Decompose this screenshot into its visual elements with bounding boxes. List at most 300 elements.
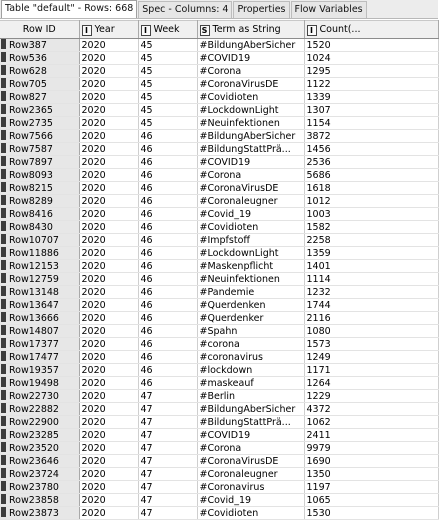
row-id-cell[interactable]: [0, 299, 79, 312]
row-id-label: Row8215: [9, 183, 53, 194]
row-marker-icon: [1, 169, 6, 179]
cell-week[interactable]: 45: [138, 65, 197, 78]
row-marker-icon: [1, 234, 6, 244]
row-id-label: Row8416: [9, 209, 53, 220]
cell-term[interactable]: #Covidioten: [197, 91, 304, 104]
row-id-cell[interactable]: [0, 390, 79, 403]
row-marker-icon: [1, 286, 6, 296]
cell-count[interactable]: 1024: [304, 52, 438, 65]
cell-term[interactable]: #BildungStattPrä...: [197, 416, 304, 429]
row-id-cell[interactable]: [0, 377, 79, 390]
row-id-cell[interactable]: [0, 143, 79, 156]
row-id-label: Row2735: [9, 118, 53, 129]
cell-year[interactable]: 2020: [79, 78, 138, 91]
table-row[interactable]: [0, 39, 438, 52]
cell-count[interactable]: 5686: [304, 169, 438, 182]
row-marker-icon: [1, 390, 6, 400]
tab-2[interactable]: Properties: [233, 1, 289, 18]
cell-year[interactable]: 2020: [79, 416, 138, 429]
cell-week[interactable]: 47: [138, 481, 197, 494]
cell-week[interactable]: 47: [138, 403, 197, 416]
row-id-cell[interactable]: [0, 338, 79, 351]
row-id-label: Row2365: [9, 105, 53, 116]
cell-count[interactable]: 1003: [304, 208, 438, 221]
cell-term[interactable]: #Corona: [197, 169, 304, 182]
cell-year[interactable]: 2020: [79, 364, 138, 377]
table-row[interactable]: [0, 156, 438, 169]
cell-week[interactable]: 46: [138, 312, 197, 325]
row-id-cell[interactable]: [0, 468, 79, 481]
row-marker-icon: [1, 468, 6, 478]
cell-term[interactable]: #coronavirus: [197, 351, 304, 364]
cell-term[interactable]: #Pandemie: [197, 286, 304, 299]
cell-year[interactable]: 2020: [79, 468, 138, 481]
cell-term[interactable]: #Querdenker: [197, 312, 304, 325]
table-row[interactable]: [0, 494, 438, 507]
cell-week[interactable]: 47: [138, 416, 197, 429]
cell-year[interactable]: 2020: [79, 247, 138, 260]
cell-year[interactable]: 2020: [79, 130, 138, 143]
cell-count[interactable]: 1065: [304, 494, 438, 507]
table-row[interactable]: [0, 182, 438, 195]
cell-week[interactable]: 46: [138, 130, 197, 143]
cell-week[interactable]: 46: [138, 273, 197, 286]
row-id-cell[interactable]: [0, 351, 79, 364]
cell-count[interactable]: 1307: [304, 104, 438, 117]
cell-week[interactable]: 46: [138, 221, 197, 234]
table-row[interactable]: [0, 117, 438, 130]
cell-year[interactable]: 2020: [79, 182, 138, 195]
row-marker-icon: [1, 507, 6, 517]
cell-term[interactable]: #corona: [197, 338, 304, 351]
cell-term[interactable]: #LockdownLight: [197, 247, 304, 260]
cell-count[interactable]: 1154: [304, 117, 438, 130]
table-row[interactable]: [0, 234, 438, 247]
table-row[interactable]: [0, 78, 438, 91]
row-marker-icon: [1, 130, 6, 140]
cell-week[interactable]: 47: [138, 442, 197, 455]
row-id-label: Row14807: [9, 326, 59, 337]
cell-week[interactable]: 45: [138, 39, 197, 52]
cell-count[interactable]: 2258: [304, 234, 438, 247]
data-table-view[interactable]: [0, 20, 438, 519]
table-row[interactable]: [0, 325, 438, 338]
column-header-rowid[interactable]: [0, 21, 79, 39]
cell-count[interactable]: 1359: [304, 247, 438, 260]
cell-week[interactable]: 46: [138, 325, 197, 338]
row-id-cell[interactable]: [0, 156, 79, 169]
cell-year[interactable]: 2020: [79, 429, 138, 442]
cell-year[interactable]: 2020: [79, 351, 138, 364]
row-marker-icon: [1, 494, 6, 504]
cell-term[interactable]: #maskeauf: [197, 377, 304, 390]
row-marker-icon: [1, 429, 6, 439]
column-header-label: Term as String: [212, 23, 281, 35]
cell-year[interactable]: 2020: [79, 481, 138, 494]
cell-week[interactable]: 47: [138, 507, 197, 520]
cell-term[interactable]: #CoronaVirusDE: [197, 182, 304, 195]
cell-year[interactable]: 2020: [79, 104, 138, 117]
cell-year[interactable]: 2020: [79, 234, 138, 247]
row-marker-icon: [1, 208, 6, 218]
cell-count[interactable]: 1232: [304, 286, 438, 299]
cell-term[interactable]: #CoronaVirusDE: [197, 78, 304, 91]
cell-term[interactable]: #Spahn: [197, 325, 304, 338]
cell-term[interactable]: #LockdownLight: [197, 104, 304, 117]
cell-term[interactable]: #lockdown: [197, 364, 304, 377]
table-row[interactable]: [0, 403, 438, 416]
tab-0[interactable]: Table "default" - Rows: 668: [1, 0, 137, 18]
row-id-label: Row22882: [9, 404, 59, 415]
cell-year[interactable]: 2020: [79, 221, 138, 234]
cell-term[interactable]: #Covidioten: [197, 221, 304, 234]
cell-count[interactable]: 1339: [304, 91, 438, 104]
column-header-week[interactable]: [138, 21, 197, 39]
cell-year[interactable]: 2020: [79, 260, 138, 273]
cell-week[interactable]: 46: [138, 260, 197, 273]
cell-count[interactable]: 1618: [304, 182, 438, 195]
row-marker-icon: [1, 78, 6, 88]
cell-term[interactable]: #Covidioten: [197, 507, 304, 520]
column-header-label: Week: [153, 23, 180, 35]
row-id-label: Row23285: [9, 430, 59, 441]
row-id-cell[interactable]: [0, 78, 79, 91]
cell-year[interactable]: 2020: [79, 208, 138, 221]
cell-count[interactable]: 4372: [304, 403, 438, 416]
row-id-cell[interactable]: [0, 442, 79, 455]
row-id-cell[interactable]: [0, 260, 79, 273]
cell-week[interactable]: 46: [138, 169, 197, 182]
cell-count[interactable]: 1249: [304, 351, 438, 364]
cell-week[interactable]: 47: [138, 390, 197, 403]
row-id-cell[interactable]: [0, 494, 79, 507]
cell-count[interactable]: 1456: [304, 143, 438, 156]
cell-term[interactable]: #BildungStattPrä...: [197, 143, 304, 156]
cell-week[interactable]: 47: [138, 468, 197, 481]
row-id-label: Row13148: [9, 287, 59, 298]
cell-count[interactable]: 1744: [304, 299, 438, 312]
cell-year[interactable]: 2020: [79, 39, 138, 52]
row-id-cell[interactable]: [0, 91, 79, 104]
column-header-term[interactable]: [197, 21, 304, 39]
row-marker-icon: [1, 52, 6, 62]
row-id-cell[interactable]: [0, 234, 79, 247]
row-id-cell[interactable]: [0, 325, 79, 338]
row-id-label: Row8430: [9, 222, 53, 233]
cell-year[interactable]: 2020: [79, 403, 138, 416]
table-row[interactable]: [0, 104, 438, 117]
cell-week[interactable]: 46: [138, 182, 197, 195]
cell-year[interactable]: 2020: [79, 169, 138, 182]
cell-count[interactable]: 1520: [304, 39, 438, 52]
table-row[interactable]: [0, 390, 438, 403]
row-marker-icon: [1, 143, 6, 153]
row-id-cell[interactable]: [0, 182, 79, 195]
row-id-label: Row23646: [9, 456, 59, 467]
row-marker-icon: [1, 221, 6, 231]
table-row[interactable]: [0, 377, 438, 390]
column-header-year[interactable]: [79, 21, 138, 39]
row-marker-icon: [1, 442, 6, 452]
cell-term[interactable]: #Corona: [197, 65, 304, 78]
table-row[interactable]: [0, 455, 438, 468]
row-id-label: Row11886: [9, 248, 59, 259]
cell-week[interactable]: 47: [138, 455, 197, 468]
cell-count[interactable]: 2116: [304, 312, 438, 325]
table-row[interactable]: [0, 208, 438, 221]
column-type-icon: I: [141, 25, 151, 36]
row-id-cell[interactable]: [0, 507, 79, 520]
row-id-cell[interactable]: [0, 312, 79, 325]
cell-term[interactable]: #COVID19: [197, 52, 304, 65]
column-header-count[interactable]: [304, 21, 438, 39]
cell-week[interactable]: 46: [138, 143, 197, 156]
cell-week[interactable]: 46: [138, 377, 197, 390]
column-type-icon: S: [200, 25, 210, 36]
cell-term[interactable]: #BildungAberSicher: [197, 403, 304, 416]
cell-year[interactable]: 2020: [79, 455, 138, 468]
row-id-label: Row23520: [9, 443, 59, 454]
column-type-icon: I: [82, 25, 92, 36]
cell-year[interactable]: 2020: [79, 507, 138, 520]
row-id-label: Row17477: [9, 352, 59, 363]
cell-count[interactable]: 9979: [304, 442, 438, 455]
cell-count[interactable]: 1573: [304, 338, 438, 351]
row-marker-icon: [1, 273, 6, 283]
cell-week[interactable]: 46: [138, 234, 197, 247]
row-id-cell[interactable]: [0, 208, 79, 221]
cell-count[interactable]: 1012: [304, 195, 438, 208]
row-marker-icon: [1, 338, 6, 348]
cell-term[interactable]: #Berlin: [197, 390, 304, 403]
header-row: [0, 21, 438, 39]
table-row[interactable]: [0, 247, 438, 260]
row-id-label: Row12759: [9, 274, 59, 285]
table-row[interactable]: [0, 260, 438, 273]
cell-count[interactable]: 1690: [304, 455, 438, 468]
cell-week[interactable]: 45: [138, 78, 197, 91]
cell-year[interactable]: 2020: [79, 117, 138, 130]
row-id-label: Row8289: [9, 196, 53, 207]
cell-week[interactable]: 47: [138, 494, 197, 507]
row-marker-icon: [1, 182, 6, 192]
row-id-cell[interactable]: [0, 104, 79, 117]
cell-term[interactable]: #Covid_19: [197, 208, 304, 221]
cell-year[interactable]: 2020: [79, 325, 138, 338]
cell-count[interactable]: 1114: [304, 273, 438, 286]
row-id-cell[interactable]: [0, 221, 79, 234]
row-id-label: Row23724: [9, 469, 59, 480]
row-marker-icon: [1, 156, 6, 166]
cell-week[interactable]: 45: [138, 91, 197, 104]
cell-term[interactable]: #Covid_19: [197, 494, 304, 507]
cell-year[interactable]: 2020: [79, 65, 138, 78]
cell-week[interactable]: 47: [138, 429, 197, 442]
row-id-cell[interactable]: [0, 416, 79, 429]
cell-count[interactable]: 1197: [304, 481, 438, 494]
cell-term[interactable]: #BildungAberSicher: [197, 130, 304, 143]
row-id-cell[interactable]: [0, 65, 79, 78]
cell-week[interactable]: 46: [138, 364, 197, 377]
table-row[interactable]: [0, 468, 438, 481]
row-id-label: Row7566: [9, 131, 53, 142]
cell-term[interactable]: #Querdenken: [197, 299, 304, 312]
cell-year[interactable]: 2020: [79, 377, 138, 390]
cell-count[interactable]: 1229: [304, 390, 438, 403]
row-id-cell[interactable]: [0, 455, 79, 468]
cell-year[interactable]: 2020: [79, 286, 138, 299]
cell-term[interactable]: #Neuinfektionen: [197, 273, 304, 286]
cell-term[interactable]: #COVID19: [197, 429, 304, 442]
row-id-cell[interactable]: [0, 195, 79, 208]
row-id-cell[interactable]: [0, 117, 79, 130]
cell-term[interactable]: #Impfstoff: [197, 234, 304, 247]
tab-bar: [0, 0, 438, 19]
table-row[interactable]: [0, 273, 438, 286]
row-id-cell[interactable]: [0, 273, 79, 286]
column-type-icon: I: [307, 25, 317, 36]
row-id-label: Row19498: [9, 378, 59, 389]
cell-year[interactable]: 2020: [79, 312, 138, 325]
table-row[interactable]: [0, 429, 438, 442]
row-id-label: Row23873: [9, 508, 59, 519]
cell-year[interactable]: 2020: [79, 390, 138, 403]
cell-week[interactable]: 46: [138, 299, 197, 312]
row-marker-icon: [1, 377, 6, 387]
cell-week[interactable]: 46: [138, 247, 197, 260]
cell-count[interactable]: 1080: [304, 325, 438, 338]
row-id-label: Row13666: [9, 313, 59, 324]
row-id-label: Row387: [9, 40, 47, 51]
cell-week[interactable]: 46: [138, 208, 197, 221]
table-row[interactable]: [0, 143, 438, 156]
cell-term[interactable]: #Maskenpflicht: [197, 260, 304, 273]
row-marker-icon: [1, 325, 6, 335]
row-marker-icon: [1, 351, 6, 361]
data-table: [0, 20, 439, 520]
table-row[interactable]: [0, 364, 438, 377]
cell-count[interactable]: 1062: [304, 416, 438, 429]
column-header-label: Row ID: [22, 24, 56, 35]
column-header-label: Count(...: [319, 23, 361, 35]
cell-count[interactable]: 1582: [304, 221, 438, 234]
table-row[interactable]: [0, 169, 438, 182]
cell-week[interactable]: 45: [138, 104, 197, 117]
row-marker-icon: [1, 195, 6, 205]
cell-year[interactable]: 2020: [79, 494, 138, 507]
row-marker-icon: [1, 455, 6, 465]
table-body: [0, 39, 438, 520]
cell-term[interactable]: #COVID19: [197, 156, 304, 169]
cell-year[interactable]: 2020: [79, 91, 138, 104]
cell-term[interactable]: #CoronaVirusDE: [197, 455, 304, 468]
row-marker-icon: [1, 481, 6, 491]
cell-week[interactable]: 45: [138, 117, 197, 130]
row-id-cell[interactable]: [0, 39, 79, 52]
cell-year[interactable]: 2020: [79, 338, 138, 351]
cell-year[interactable]: 2020: [79, 442, 138, 455]
table-row[interactable]: [0, 286, 438, 299]
table-row[interactable]: [0, 507, 438, 520]
row-marker-icon: [1, 260, 6, 270]
row-id-label: Row705: [9, 79, 47, 90]
row-id-cell[interactable]: [0, 429, 79, 442]
cell-week[interactable]: 46: [138, 156, 197, 169]
row-id-cell[interactable]: [0, 52, 79, 65]
cell-count[interactable]: 1401: [304, 260, 438, 273]
row-id-cell[interactable]: [0, 130, 79, 143]
cell-year[interactable]: 2020: [79, 52, 138, 65]
table-row[interactable]: [0, 52, 438, 65]
cell-term[interactable]: #Coronavirus: [197, 481, 304, 494]
row-id-cell[interactable]: [0, 247, 79, 260]
cell-year[interactable]: 2020: [79, 143, 138, 156]
row-id-label: Row10707: [9, 235, 59, 246]
tab-1[interactable]: Spec - Columns: 4: [138, 1, 232, 18]
cell-count[interactable]: 1171: [304, 364, 438, 377]
cell-week[interactable]: 46: [138, 195, 197, 208]
tab-3[interactable]: Flow Variables: [291, 1, 367, 18]
cell-year[interactable]: 2020: [79, 273, 138, 286]
cell-term[interactable]: #Coronaleugner: [197, 195, 304, 208]
row-id-label: Row7897: [9, 157, 53, 168]
cell-count[interactable]: 2536: [304, 156, 438, 169]
table-row[interactable]: [0, 221, 438, 234]
table-row[interactable]: [0, 351, 438, 364]
cell-term[interactable]: #Coronaleugner: [197, 468, 304, 481]
table-row[interactable]: [0, 312, 438, 325]
cell-count[interactable]: 1122: [304, 78, 438, 91]
cell-count[interactable]: 1350: [304, 468, 438, 481]
row-id-label: Row17377: [9, 339, 59, 350]
table-row[interactable]: [0, 338, 438, 351]
cell-term[interactable]: #Neuinfektionen: [197, 117, 304, 130]
cell-week[interactable]: 46: [138, 286, 197, 299]
cell-count[interactable]: 1295: [304, 65, 438, 78]
cell-count[interactable]: 3872: [304, 130, 438, 143]
row-marker-icon: [1, 312, 6, 322]
row-id-label: Row22900: [9, 417, 59, 428]
cell-count[interactable]: 2411: [304, 429, 438, 442]
row-id-cell[interactable]: [0, 169, 79, 182]
row-id-label: Row22730: [9, 391, 59, 402]
row-id-cell[interactable]: [0, 403, 79, 416]
cell-year[interactable]: 2020: [79, 299, 138, 312]
table-row[interactable]: [0, 130, 438, 143]
cell-count[interactable]: 1264: [304, 377, 438, 390]
cell-week[interactable]: 46: [138, 351, 197, 364]
row-id-cell[interactable]: [0, 286, 79, 299]
cell-count[interactable]: 1530: [304, 507, 438, 520]
table-row[interactable]: [0, 195, 438, 208]
cell-week[interactable]: 46: [138, 338, 197, 351]
row-id-cell[interactable]: [0, 364, 79, 377]
table-row[interactable]: [0, 481, 438, 494]
cell-year[interactable]: 2020: [79, 156, 138, 169]
cell-year[interactable]: 2020: [79, 195, 138, 208]
row-id-cell[interactable]: [0, 481, 79, 494]
table-row[interactable]: [0, 416, 438, 429]
cell-term[interactable]: #BildungAberSicher: [197, 39, 304, 52]
table-row[interactable]: [0, 91, 438, 104]
cell-week[interactable]: 45: [138, 52, 197, 65]
row-marker-icon: [1, 364, 6, 374]
cell-term[interactable]: #Corona: [197, 442, 304, 455]
table-row[interactable]: [0, 65, 438, 78]
row-marker-icon: [1, 65, 6, 75]
table-row[interactable]: [0, 299, 438, 312]
table-row[interactable]: [0, 442, 438, 455]
